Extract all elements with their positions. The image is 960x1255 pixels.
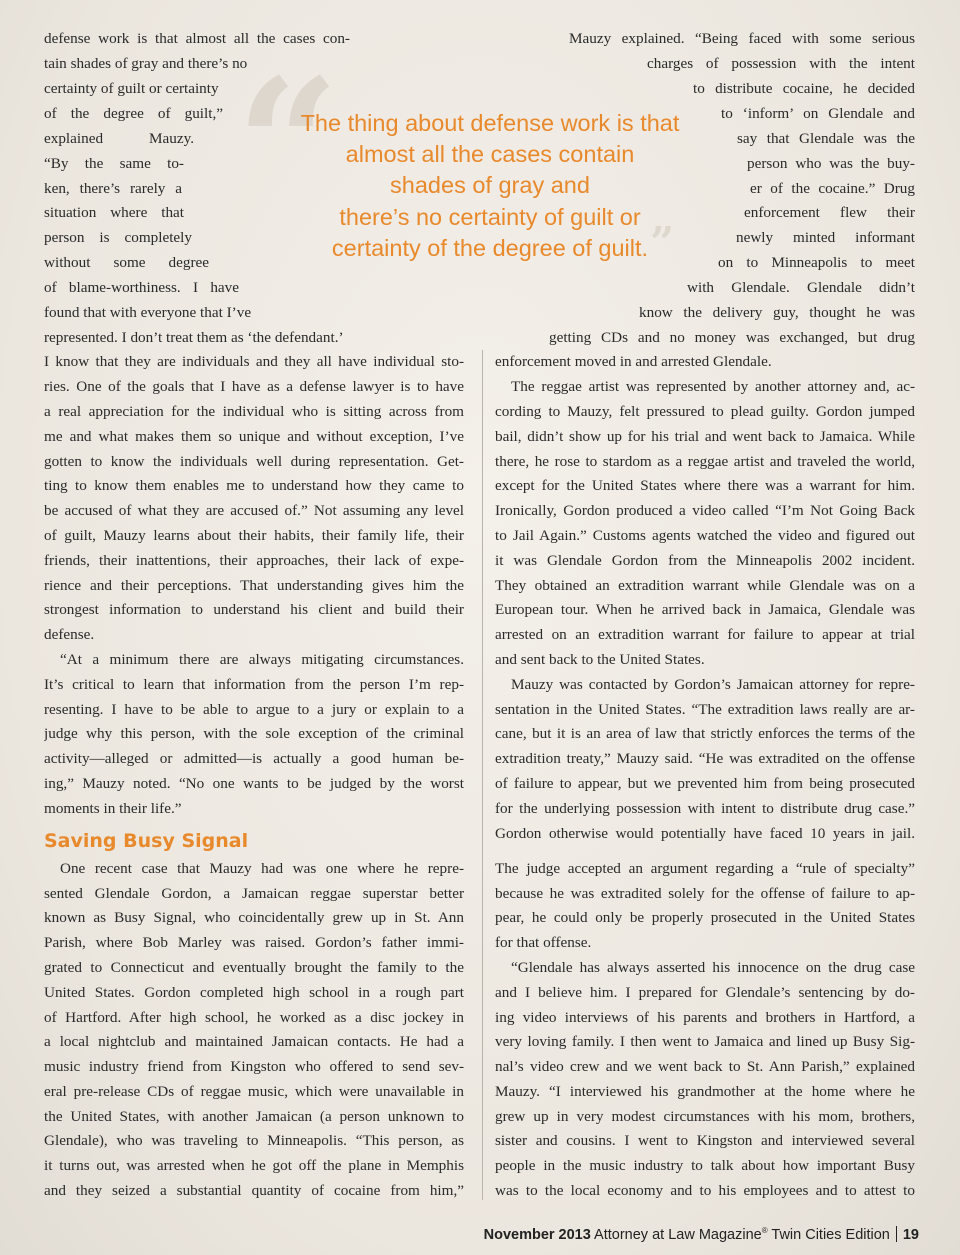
text-line: “By the same to- [44, 155, 184, 172]
text-line: getting CDs and no money was exchanged, but drug [549, 329, 915, 346]
page-footer [484, 1221, 919, 1245]
text-line: “Glendale has always asserted his innocence on the drug case [511, 959, 915, 976]
text-line: grew up in very modest circumstances with his mom, brothers, [495, 1108, 915, 1125]
text-line: me and what makes them so unique and without exception, I’ve [44, 428, 464, 445]
text-line: to distribute cocaine, he decided [693, 80, 915, 97]
text-line: One recent case that Mauzy had was one where he repre- [60, 860, 464, 877]
text-line: on to Minneapolis to meet [718, 254, 915, 271]
text-line: ing video interviews of his parents and brothers in Hartford, a [495, 1009, 915, 1026]
text-line: Mauzy. “I interviewed his grandmother at the home where he [495, 1083, 915, 1100]
text-line: of the degree of guilt,” [44, 105, 223, 122]
text-line: music industry friend from Kingston who offered to send sev- [44, 1058, 464, 1075]
text-line: I know that they are individuals and they all have individual sto- [44, 353, 464, 370]
text-line: cane, but it is an area of law that strictly enforces the terms of the [495, 725, 915, 742]
text-line: person who was the buy- [747, 155, 915, 172]
text-line: the United States, with another Jamaican (a person unknown to [44, 1108, 464, 1125]
text-line: for that offense. [495, 934, 592, 951]
text-line: It’s critical to learn that information from the person I’m rep- [44, 676, 464, 693]
text-line: tain shades of gray and there’s no [44, 55, 248, 72]
text-line: arrested on an extradition warrant for failure to appear at trial [495, 626, 915, 643]
text-line: Parish, where Bob Marley was raised. Gordon’s father immi- [44, 934, 464, 951]
text-line: know the delivery guy, thought he was [639, 304, 915, 321]
text-line: except for the United States where there was a warrant for him. [495, 477, 915, 494]
text-line: Glendale), who was traveling to Minneapolis. “This person, as [44, 1132, 464, 1149]
text-line: very loving family. I then went to Jamaica and lined up Busy Sig- [495, 1033, 915, 1050]
text-line: a local nightclub and maintained Jamaican contacts. He had a [44, 1033, 464, 1050]
text-line: people in the music industry to talk about how important Busy [495, 1157, 915, 1174]
text-line: to Jail Again.” Customs agents watched the video and figured out [495, 527, 915, 544]
section-heading: Saving Busy Signal [44, 830, 249, 852]
page-number: 19 [902, 1227, 919, 1243]
text-line: sented Glendale Gordon, a Jamaican reggae superstar better [44, 885, 464, 902]
text-line: of guilt, Mauzy learns about their habits, their family life, their [44, 527, 464, 544]
text-line: The judge accepted an argument regarding a “rule of specialty” [495, 860, 915, 877]
text-line: without some degree [44, 254, 209, 271]
text-line: there, he rose to stardom as a reggae artist and traveled the world, [495, 453, 915, 470]
text-line: it turns out, was arrested when he got off the plane in Memphis [44, 1157, 464, 1174]
text-line: known as Busy Signal, who coincidentally grew up in St. Ann [44, 909, 464, 926]
text-line: of failure to appear, but we prevented him from being prosecuted [495, 775, 915, 792]
text-line: er of the cocaine.” Drug [750, 180, 915, 197]
text-line: eral pre-release CDs of reggae music, which were unavailable in [44, 1083, 464, 1100]
text-line: charges of possession with the intent [647, 55, 915, 72]
text-line: ing,” Mauzy noted. “No one wants to be judged by the worst [44, 775, 464, 792]
pull-quote-line: certainty of the degree of guilt. [331, 235, 649, 261]
text-line: moments in their life.” [44, 800, 182, 817]
text-line: represented. I don’t treat them as ‘the defendant.’ [44, 329, 344, 346]
text-line: Mauzy was contacted by Gordon’s Jamaican attorney for repre- [511, 676, 915, 693]
text-line: resenting. I have to be able to argue to a jury or explain to a [44, 701, 464, 718]
text-line: newly minted informant [736, 229, 915, 246]
text-line: cording to Mauzy, felt pressured to plead guilty. Gordon jumped [495, 403, 915, 420]
text-line: judge why this person, with the sole exception of the criminal [44, 725, 464, 742]
text-line: sister and cousins. I went to Kingston and interviewed several [495, 1132, 915, 1149]
text-line: enforcement flew their [744, 204, 915, 221]
text-line: found that with everyone that I’ve [44, 304, 252, 321]
text-line: person is completely [44, 229, 192, 246]
text-line: enforcement moved in and arrested Glendale. [495, 353, 772, 370]
text-line: Gordon otherwise would potentially have faced 10 years in jail. [495, 825, 915, 842]
text-line: extradition treaty,” Mauzy said. “He was extradited on the offense [495, 750, 915, 767]
text-line: bail, didn’t show up for his trial and went back to Jamaica. While [495, 428, 915, 445]
text-line: ken, there’s rarely a [44, 180, 182, 197]
footer-divider [896, 1226, 897, 1242]
text-line: The reggae artist was represented by another attorney and, ac- [511, 378, 915, 395]
text-line: United States. Gordon completed high school in a rough part [44, 984, 464, 1001]
footer-edition: Twin Cities Edition [771, 1227, 890, 1243]
pull-quote-line: almost all the cases contain [345, 141, 635, 167]
text-line: certainty of guilt or certainty [44, 80, 219, 97]
text-line: ries. One of the goals that I have as a defense lawyer is to have [44, 378, 464, 395]
text-line: a real appreciation for the individual who is sitting across from [44, 403, 464, 420]
text-line: of blame-worthiness. I have [44, 279, 239, 296]
text-line: was to the local economy and to his employees and to attest to [495, 1182, 915, 1199]
text-line: nal’s video crew and we went back to St. Ann Parish,” explained [495, 1058, 915, 1075]
text-line: “At a minimum there are always mitigating circumstances. [60, 651, 464, 668]
text-line: defense work is that almost all the cases con- [44, 30, 350, 47]
pull-quote-line: The thing about defense work is that [300, 110, 680, 136]
text-line: friends, their inattentions, their approaches, their lack of expe- [44, 552, 464, 569]
footer-magazine: Attorney at Law Magazine [594, 1227, 762, 1243]
text-line: strongest information to understand his client and build their [44, 601, 464, 618]
text-line: and I believe him. I prepared for Glendale’s sentencing by do- [495, 984, 915, 1001]
text-line: explained Mauzy. [44, 130, 194, 147]
open-quote-mark: “ [236, 40, 340, 251]
text-line: Mauzy explained. “Being faced with some serious [569, 30, 915, 47]
text-line: for the underlying possession with intent to distribute drug case.” [495, 800, 915, 817]
text-line: to ‘inform’ on Glendale and [721, 105, 915, 122]
footer-date: November 2013 [483, 1227, 591, 1243]
text-line: say that Glendale was the [737, 130, 915, 147]
text-line: pear, he could only be properly prosecuted in the United States [495, 909, 915, 926]
text-line: with Glendale. Glendale didn’t [687, 279, 915, 296]
registered-mark: ® [761, 1226, 768, 1235]
text-line: sentation in the United States. “The extradition laws really are ar- [495, 701, 915, 718]
column-divider [482, 350, 483, 1200]
text-line: ting to know them enables me to understand how they came to [44, 477, 464, 494]
text-line: it was Glendale Gordon from the Minneapolis 2002 incident. [495, 552, 915, 569]
text-line: and sent back to the United States. [495, 651, 705, 668]
text-line: European tour. When he arrived back in Jamaica, Glendale was [495, 601, 915, 618]
text-line: be accused of what they are accused of.” Not assuming any level [44, 502, 464, 519]
text-line: because he was extradited solely for the offense of failure to ap- [495, 885, 915, 902]
text-line: and they seized a substantial quantity of cocaine from him,” [44, 1182, 464, 1199]
text-line: grated to Connecticut and eventually brought the family to the [44, 959, 464, 976]
text-line: activity—alleged or admitted—is actually a good human be- [44, 750, 464, 767]
text-line: defense. [44, 626, 95, 643]
text-line: rience and their perceptions. That understanding gives him the [44, 577, 464, 594]
close-quote-mark: ” [650, 218, 675, 267]
text-line: situation where that [44, 204, 184, 221]
text-line: Ironically, Gordon produced a video called “I’m Not Going Back [495, 502, 915, 519]
text-line: of Hartford. After high school, he worked as a disc jockey in [44, 1009, 464, 1026]
text-line: They obtained an extradition warrant while Glendale was on a [495, 577, 915, 594]
text-line: gotten to know the individuals well during representation. Get- [44, 453, 464, 470]
pull-quote-line: there’s no certainty of guilt or [339, 204, 641, 230]
pull-quote-line: shades of gray and [390, 172, 590, 198]
